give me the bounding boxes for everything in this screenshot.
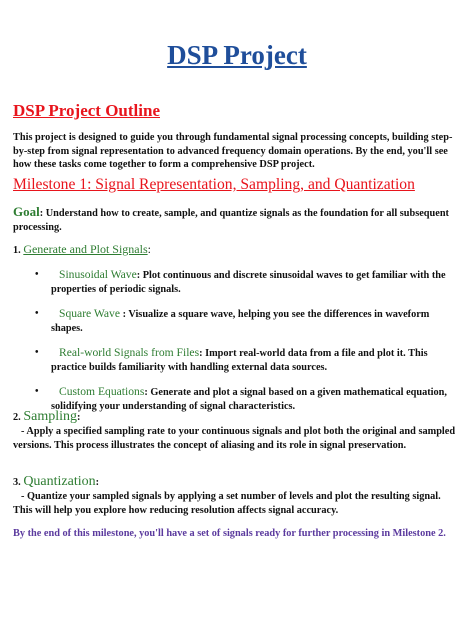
- section-heading-generate: [13, 242, 151, 257]
- item-title: Custom Equations: [59, 385, 145, 398]
- section-colon: :: [147, 242, 151, 256]
- milestone-heading: Milestone 1: Signal Representation, Sampling, and Quantization: [13, 176, 415, 193]
- goal-label: Goal: [13, 204, 40, 219]
- item-title: Sinusoidal Wave: [59, 268, 137, 281]
- item-text: : Generate and plot a signal based on a given mathematical equation, solidifying your understanding of signal characteristics.: [51, 387, 447, 412]
- bullet-icon: •: [35, 386, 39, 397]
- bullet-icon: •: [35, 269, 39, 280]
- outline-heading: DSP Project Outline: [13, 101, 160, 120]
- item-text: : Plot continuous and discrete sinusoidal waves to get familiar with the properties of periodic signals.: [51, 270, 446, 295]
- section-colon: :: [76, 412, 81, 423]
- item-text: : Visualize a square wave, helping you see the differences in waveform shapes.: [51, 309, 430, 334]
- sampling-text: - Apply a specified sampling rate to your continuous signals and plot both the original and sampled versions. This process illustrates the concept of aliasing and its role in signal preservation.: [13, 426, 456, 451]
- section-number: 2.: [13, 412, 21, 423]
- section-title: Generate and Plot Signals: [23, 242, 148, 256]
- goal-paragraph: [13, 205, 458, 234]
- bullet-icon: •: [35, 347, 39, 358]
- goal-text: : Understand how to create, sample, and quantize signals as the foundation for all subsequent processing.: [13, 208, 449, 233]
- signal-list: [13, 268, 460, 424]
- bullet-icon: •: [35, 308, 39, 319]
- quantization-text: - Quantize your sampled signals by applying a set number of levels and plot the resulting signal. This will help you explore how reducing resolution affects signal accuracy.: [13, 491, 441, 516]
- item-title: Square Wave: [59, 307, 120, 320]
- section-colon: :: [95, 477, 100, 488]
- closing-paragraph: By the end of this milestone, you'll have a set of signals ready for further processing in Milestone 2.: [13, 528, 446, 539]
- section-heading-sampling: [13, 409, 80, 425]
- quantization-paragraph: [13, 490, 460, 517]
- item-text: : Import real-world data from a file and plot it. This practice builds familiarity with handling external data sources.: [51, 348, 428, 373]
- section-number: 3.: [13, 477, 21, 488]
- section-title: Quantization: [23, 474, 96, 489]
- section-title: Sampling: [23, 409, 77, 424]
- list-item: [13, 268, 460, 296]
- list-item: [13, 346, 460, 374]
- item-title: Real-world Signals from Files: [59, 346, 200, 359]
- sampling-paragraph: [13, 425, 460, 452]
- section-number: 1.: [13, 245, 21, 256]
- list-item: [13, 307, 460, 335]
- section-heading-quantization: [13, 474, 99, 490]
- intro-paragraph: This project is designed to guide you through fundamental signal processing concepts, building step-by-step from signal representation to advanced frequency domain operations. By the end, you'll see how these tasks come together to form a comprehensive DSP project.: [13, 132, 453, 170]
- document-title: DSP Project: [167, 40, 307, 70]
